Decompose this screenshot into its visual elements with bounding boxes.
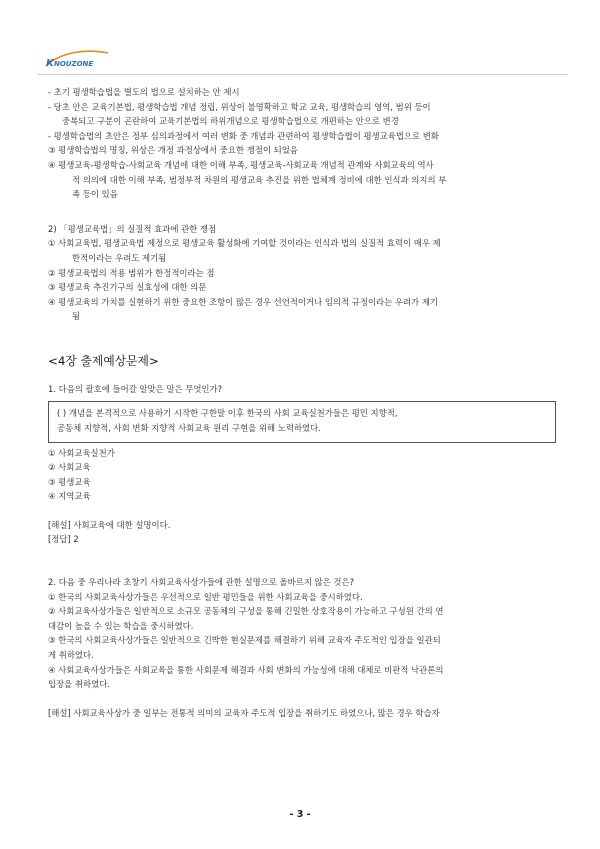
option-2: ② 사회교육사상가들은 일반적으로 소규모 공동체의 구성을 통해 긴밀한 상호작용이 가능하고 구성원 간의 연 xyxy=(48,606,444,617)
option-3: ③ 평생교육 xyxy=(48,476,91,487)
body-line: ③ 평생학습법의 명칭, 위상은 개정 과정상에서 중요한 쟁점이 되었음 xyxy=(48,145,298,156)
question-2: 2. 다음 중 우리나라 초창기 사회교육사상가들에 관한 설명으로 올바르지 않은 것은? xyxy=(48,577,355,588)
body-line: ① 사회교육법, 평생교육법 제정으로 평생교육 활성화에 기여할 것이라는 인식과 법의 실질적 효력이 매우 제 xyxy=(48,238,441,249)
header-divider xyxy=(38,74,568,75)
answer: [정답] 2 xyxy=(48,534,79,545)
option-line-cont: 입장을 취하였다. xyxy=(48,679,110,690)
body-line: - 초기 평생학습법을 별도의 법으로 설치하는 안 제시 xyxy=(48,87,240,97)
page-number: - 3 - xyxy=(289,809,311,820)
option-1: ① 사회교육실천가 xyxy=(48,447,115,458)
section-heading: 2) 「평생교육법」의 실질적 효과에 관한 쟁점 xyxy=(48,223,217,234)
option-1: ① 한국의 사회교육사상가들은 우선적으로 일반 평민들을 위한 사회교육을 중시하였다. xyxy=(48,591,363,602)
option-3: ③ 한국의 사회교육사상가들은 일반적으로 긴박한 현실문제를 해결하기 위해 교육자 주도적인 입장을 일관되 xyxy=(48,635,441,646)
question-1-box xyxy=(48,401,556,443)
explanation: [해설] 사회교육사상가 중 일부는 전통적 의미의 교육자 주도적 입장을 취하기도 하였으나, 많은 경우 학습자 xyxy=(48,707,440,718)
explanation: [해설] 사회교육에 대한 설명이다. xyxy=(48,519,171,530)
body-line: ② 평생교육법의 적용 범위가 한정적이라는 점 xyxy=(48,267,215,278)
knouzone-logo xyxy=(42,49,132,69)
body-line: 한적이라는 우려도 제기됨 xyxy=(72,252,167,263)
svg-text:NOUZONE: NOUZONE xyxy=(54,60,94,68)
body-line: - 평생학습법의 초안은 정부 심의과정에서 여러 변화 중 개념과 관련하여 평생학습법이 평생교육법으로 변화 xyxy=(48,130,439,141)
body-line: 적 의의에 대한 이해 부족, 범정부적 차원의 평생교육 추진을 위한 법체계 정비에 대한 인식과 의지의 부 xyxy=(72,174,447,185)
body-line: ③ 평생교육 추진기구의 실효성에 대한 의문 xyxy=(48,282,207,293)
option-4: ④ 지역교육 xyxy=(48,491,91,502)
body-line: - 당초 안은 교육기본법, 평생학습법 개념 정립, 위상이 불명확하고 학교 교육, 평생학습의 영역, 범위 등이 xyxy=(48,101,431,112)
option-line-cont: 대감이 높을 수 있는 학습을 중시하였다. xyxy=(48,620,194,631)
option-2: ② 사회교육 xyxy=(48,462,91,473)
body-line: 중복되고 구분이 곤란하여 교육기본법의 하위개념으로 평생학습법으로 개편하는 안으로 변경 xyxy=(62,116,399,127)
body-line: 됨 xyxy=(72,311,81,322)
box-line: ( ) 개념을 본격적으로 사용하기 시작한 구한말 이후 한국의 사회 교육실천가들은 평민 지향적, xyxy=(57,407,398,418)
body-line: 족 등이 있음 xyxy=(72,189,118,200)
option-4: ④ 사회교육사상가들은 사회교육을 통한 사회문제 해결과 사회 변화의 가능성에 대해 대체로 비판적 낙관론의 xyxy=(48,664,444,675)
svg-text:K: K xyxy=(46,58,54,69)
page-header xyxy=(38,49,568,73)
body-line: ④ 평생교육-평생학습-사회교육 개념에 대한 이해 부족, 평생교육-사회교육 개념적 관계와 사회교육의 역사 xyxy=(48,159,434,170)
question-1: 1. 다음의 괄호에 들어갈 알맞은 말은 무엇인가? xyxy=(48,383,223,394)
page-content xyxy=(48,85,558,720)
option-line-cont: 게 취하였다. xyxy=(48,650,94,661)
body-line: ④ 평생교육의 가치를 실현하기 위한 중요한 조항이 많은 경우 선언적이거나 임의적 규정이라는 우려가 제기 xyxy=(48,296,438,307)
box-line: 공동체 지향적, 사회 변화 지향적 사회교육 원리 구현을 위해 노력하였다. xyxy=(57,422,321,433)
chapter-title: <4장 출제예상문제> xyxy=(48,353,159,368)
